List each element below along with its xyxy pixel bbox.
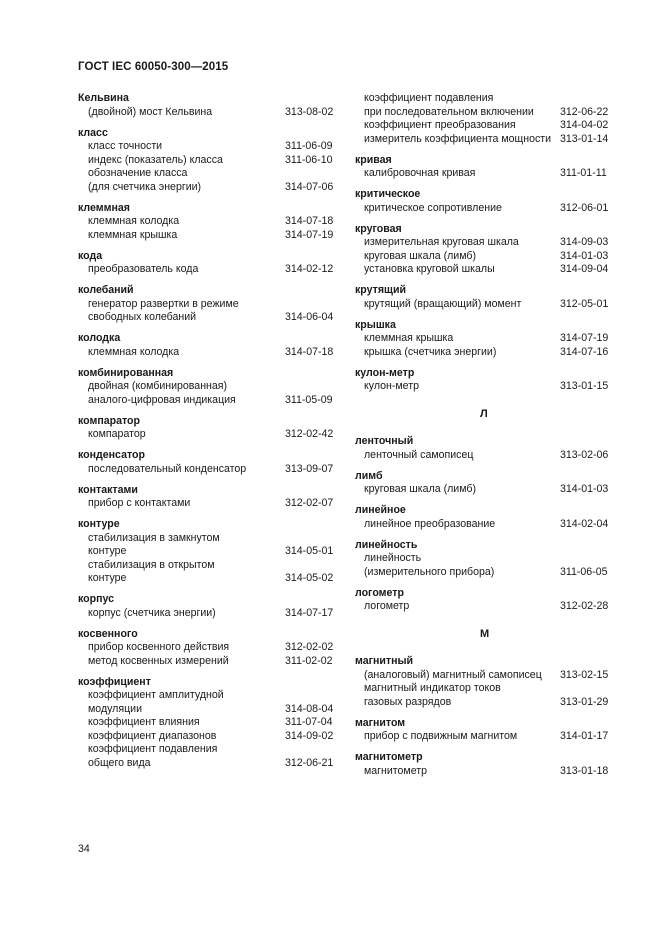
term-code: 312-02-28 [560,600,609,612]
index-heading: кулон-метр [355,366,415,379]
term-code: 314-05-02 [285,572,334,584]
index-entry: преобразователь кода [88,263,199,275]
index-entry: клеммная крышка [364,332,454,344]
index-entry: критическое сопротивление [364,201,502,214]
page-number: 34 [78,843,90,855]
index-heading: колодка [78,332,121,344]
index-heading: контактами [78,483,138,496]
index-heading: критическое [355,188,421,200]
term-code: 314-09-03 [560,236,609,248]
index-heading: лимб [355,469,383,482]
index-entry: коэффициент подавления [364,92,494,104]
term-code: 313-02-15 [560,668,609,681]
index-heading: ленточный [355,435,414,447]
index-entry: (двойной) мост Кельвина [88,105,213,118]
index-entry: линейное преобразование [364,517,496,530]
index-entry: измерительная круговая шкала [364,236,519,248]
term-code: 314-09-04 [560,263,609,275]
term-code: 314-01-03 [560,249,609,262]
term-code: 314-01-03 [560,483,609,495]
index-entry: контуре [88,572,127,584]
index-heading: корпус [78,593,115,605]
index-entry: круговая шкала (лимб) [364,483,476,495]
term-code: 314-08-04 [285,702,334,715]
index-entry: калибровочная кривая [364,167,476,179]
index-entry: (для счетчика энергии) [88,180,202,193]
index-entry: индекс (показатель) класса [88,153,223,166]
index-entry: крышка (счетчика энергии) [364,345,497,358]
index-entry: (аналоговый) магнитный самописец [364,668,542,681]
term-code: 312-02-02 [285,641,334,653]
term-code: 313-02-06 [560,448,609,461]
term-code: 311-06-10 [285,153,333,166]
index-heading: компаратор [78,414,140,427]
term-code: 313-01-14 [560,132,609,145]
index-entry: метод косвенных измерений [88,654,229,667]
term-code: 313-09-07 [285,462,334,475]
index-entry: (измерительного прибора) [364,565,495,578]
term-code: 312-06-21 [285,756,334,769]
index-entry: ленточный самописец [364,448,474,461]
index-entry: магнитометр [364,764,427,777]
term-code: 314-09-02 [285,729,334,742]
section-letter: Л [480,407,488,420]
index-entry: генератор развертки в режиме [88,297,239,310]
term-code: 311-07-04 [285,716,333,728]
index-heading: кода [78,249,103,262]
index-entry: свободных колебаний [88,311,197,323]
term-code: 313-08-02 [285,105,334,118]
term-code: 314-07-19 [285,228,334,241]
index-entry: при последовательном включении [364,105,534,118]
index-entry: кулон-метр [364,380,419,392]
index-entry: коэффициент влияния [88,716,200,728]
term-code: 314-07-19 [560,332,609,344]
index-heading: крышка [355,318,396,331]
index-heading: конденсатор [78,449,145,461]
index-entry: общего вида [88,756,151,769]
index-heading: магнитный [355,655,414,667]
index-entry: двойная (комбинированная) [88,380,228,392]
index-entry: последовательный конденсатор [88,462,247,475]
index-entry: корпус (счетчика энергии) [88,606,216,619]
index-entry: модуляции [88,702,143,715]
term-code: 311-01-11 [560,167,607,179]
index-entry: коэффициент подавления [88,743,218,755]
index-heading: магнитом [355,716,406,729]
index-heading: линейность [355,538,418,551]
index-entry: клеммная колодка [88,215,180,227]
term-code: 311-06-05 [560,565,608,578]
index-heading: магнитометр [355,751,423,763]
term-code: 312-06-22 [560,105,609,118]
term-code: 314-07-16 [560,345,609,358]
term-code: 312-06-01 [560,201,609,214]
index-heading: колебаний [78,284,134,296]
term-code: 312-02-07 [285,497,334,509]
index-entry: газовых разрядов [364,695,452,708]
index-entry: прибор с подвижным магнитом [364,730,518,742]
term-code: 314-01-17 [560,730,609,742]
index-entry: логометр [364,600,410,612]
index-entry: коэффициент диапазонов [88,729,217,742]
index-heading: класс [78,126,108,139]
index-entry: измеритель коэффициента мощности [364,132,552,145]
term-code: 314-05-01 [285,545,334,557]
index-entry: круговая шкала (лимб) [364,249,476,262]
index-entry: стабилизация в замкнутом [88,531,220,544]
term-code: 314-07-06 [285,180,334,193]
index-heading: контуре [78,518,120,530]
index-heading: кривая [355,153,392,166]
index-heading: Кельвина [78,92,129,104]
index-entry: магнитный индикатор токов [364,682,501,694]
term-code: 312-05-01 [560,297,609,310]
index-entry: обозначение класса [88,167,188,179]
index-entry: коэффициент амплитудной [88,689,224,701]
term-code: 313-01-18 [560,764,609,777]
term-code: 311-05-09 [285,393,333,406]
index-entry: линейность [364,552,422,564]
index-heading: косвенного [78,627,138,640]
index-heading: коэффициент [78,675,151,688]
index-heading: клеммная [78,201,130,214]
term-code: 314-04-02 [560,119,609,131]
index-heading: крутящий [355,284,406,296]
index-heading: круговая [355,222,402,235]
index-entry: прибор косвенного действия [88,641,230,653]
index-entry: класс точности [88,140,163,152]
term-code: 313-01-15 [560,380,609,392]
section-letter: М [480,627,490,640]
term-code: 314-07-18 [285,215,334,227]
index-heading: линейное [355,504,406,516]
term-code: 314-02-04 [560,517,609,530]
term-code: 313-01-29 [560,695,609,708]
index-entry: прибор с контактами [88,497,191,509]
index-entry: коэффициент преобразования [364,119,516,131]
term-code: 311-06-09 [285,140,333,152]
index-entry: клеммная крышка [88,228,178,241]
term-code: 314-02-12 [285,263,334,275]
document-header: ГОСТ IEC 60050-300—2015 [78,61,229,73]
term-code: 314-06-04 [285,311,334,323]
index-entry: стабилизация в открытом [88,558,215,571]
index-entry: компаратор [88,428,146,440]
term-code: 314-07-18 [285,345,334,358]
term-code: 314-07-17 [285,606,334,619]
index-entry: крутящий (вращающий) момент [364,297,522,310]
index-entry: клеммная колодка [88,345,180,358]
index-heading: комбинированная [78,366,174,379]
index-heading: логометр [355,586,404,599]
term-code: 312-02-42 [285,428,334,440]
index-entry: контуре [88,545,127,557]
index-entry: аналого-цифровая индикация [88,393,236,406]
index-entry: установка круговой шкалы [364,263,495,275]
term-code: 311-02-02 [285,654,333,667]
